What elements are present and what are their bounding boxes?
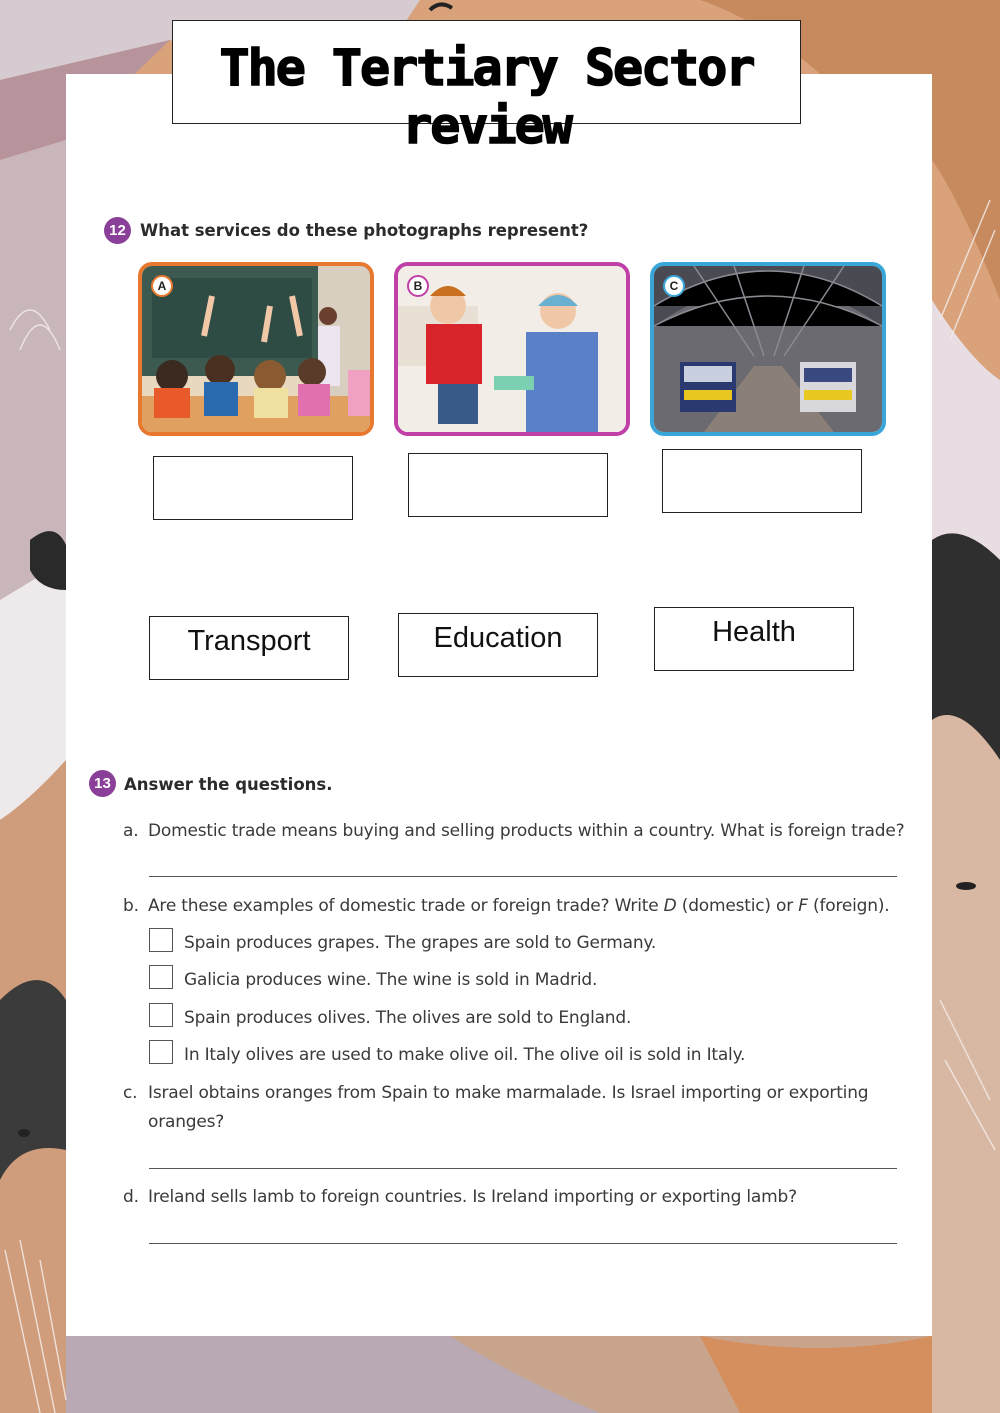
photo-letter-c: C xyxy=(663,275,685,297)
answer-box-a[interactable] xyxy=(153,456,353,520)
photo-letter-a: A xyxy=(151,275,173,297)
doctor-photo xyxy=(394,262,630,436)
answer-line-d[interactable] xyxy=(149,1243,897,1244)
item-b3-text: Spain produces olives. The olives are sold to England. xyxy=(184,1008,632,1028)
question-c-line2: oranges? xyxy=(148,1112,225,1132)
question-a-text: Domestic trade means buying and selling products within a country. What is foreign trade? xyxy=(148,821,905,841)
answer-box-b[interactable] xyxy=(408,453,608,517)
question-d-label: d. xyxy=(123,1187,139,1207)
answer-box-c[interactable] xyxy=(662,449,862,513)
item-b2-text: Galicia produces wine. The wine is sold in Madrid. xyxy=(184,970,598,990)
checkbox-b1[interactable] xyxy=(149,928,173,952)
checkbox-b4[interactable] xyxy=(149,1040,173,1064)
word-transport[interactable]: Transport xyxy=(149,616,349,680)
question-12-number: 12 xyxy=(104,217,131,244)
question-c-label: c. xyxy=(123,1083,138,1103)
question-c-line1: Israel obtains oranges from Spain to make marmalade. Is Israel importing or exporting xyxy=(148,1083,869,1103)
page-title: The Tertiary Sector review xyxy=(219,39,754,155)
question-13-number: 13 xyxy=(89,770,116,797)
answer-line-a[interactable] xyxy=(149,876,897,877)
question-a-label: a. xyxy=(123,821,139,841)
question-b-label: b. xyxy=(123,896,139,916)
checkbox-b3[interactable] xyxy=(149,1003,173,1027)
question-b-text: Are these examples of domestic trade or foreign trade? Write D (domestic) or F (foreign). xyxy=(148,896,890,916)
classroom-photo xyxy=(138,262,374,436)
checkbox-b2[interactable] xyxy=(149,965,173,989)
title-box xyxy=(172,20,801,155)
photo-letter-b: B xyxy=(407,275,429,297)
word-education[interactable]: Education xyxy=(398,613,598,677)
answer-line-c[interactable] xyxy=(149,1168,897,1169)
item-b1-text: Spain produces grapes. The grapes are sold to Germany. xyxy=(184,933,657,953)
word-health[interactable]: Health xyxy=(654,607,854,671)
train-station-photo xyxy=(650,262,886,436)
question-12-prompt: What services do these photographs represent? xyxy=(140,221,589,240)
question-13-prompt: Answer the questions. xyxy=(124,775,333,794)
item-b4-text: In Italy olives are used to make olive oil. The olive oil is sold in Italy. xyxy=(184,1045,746,1065)
question-d-text: Ireland sells lamb to foreign countries. Is Ireland importing or exporting lamb? xyxy=(148,1187,797,1207)
